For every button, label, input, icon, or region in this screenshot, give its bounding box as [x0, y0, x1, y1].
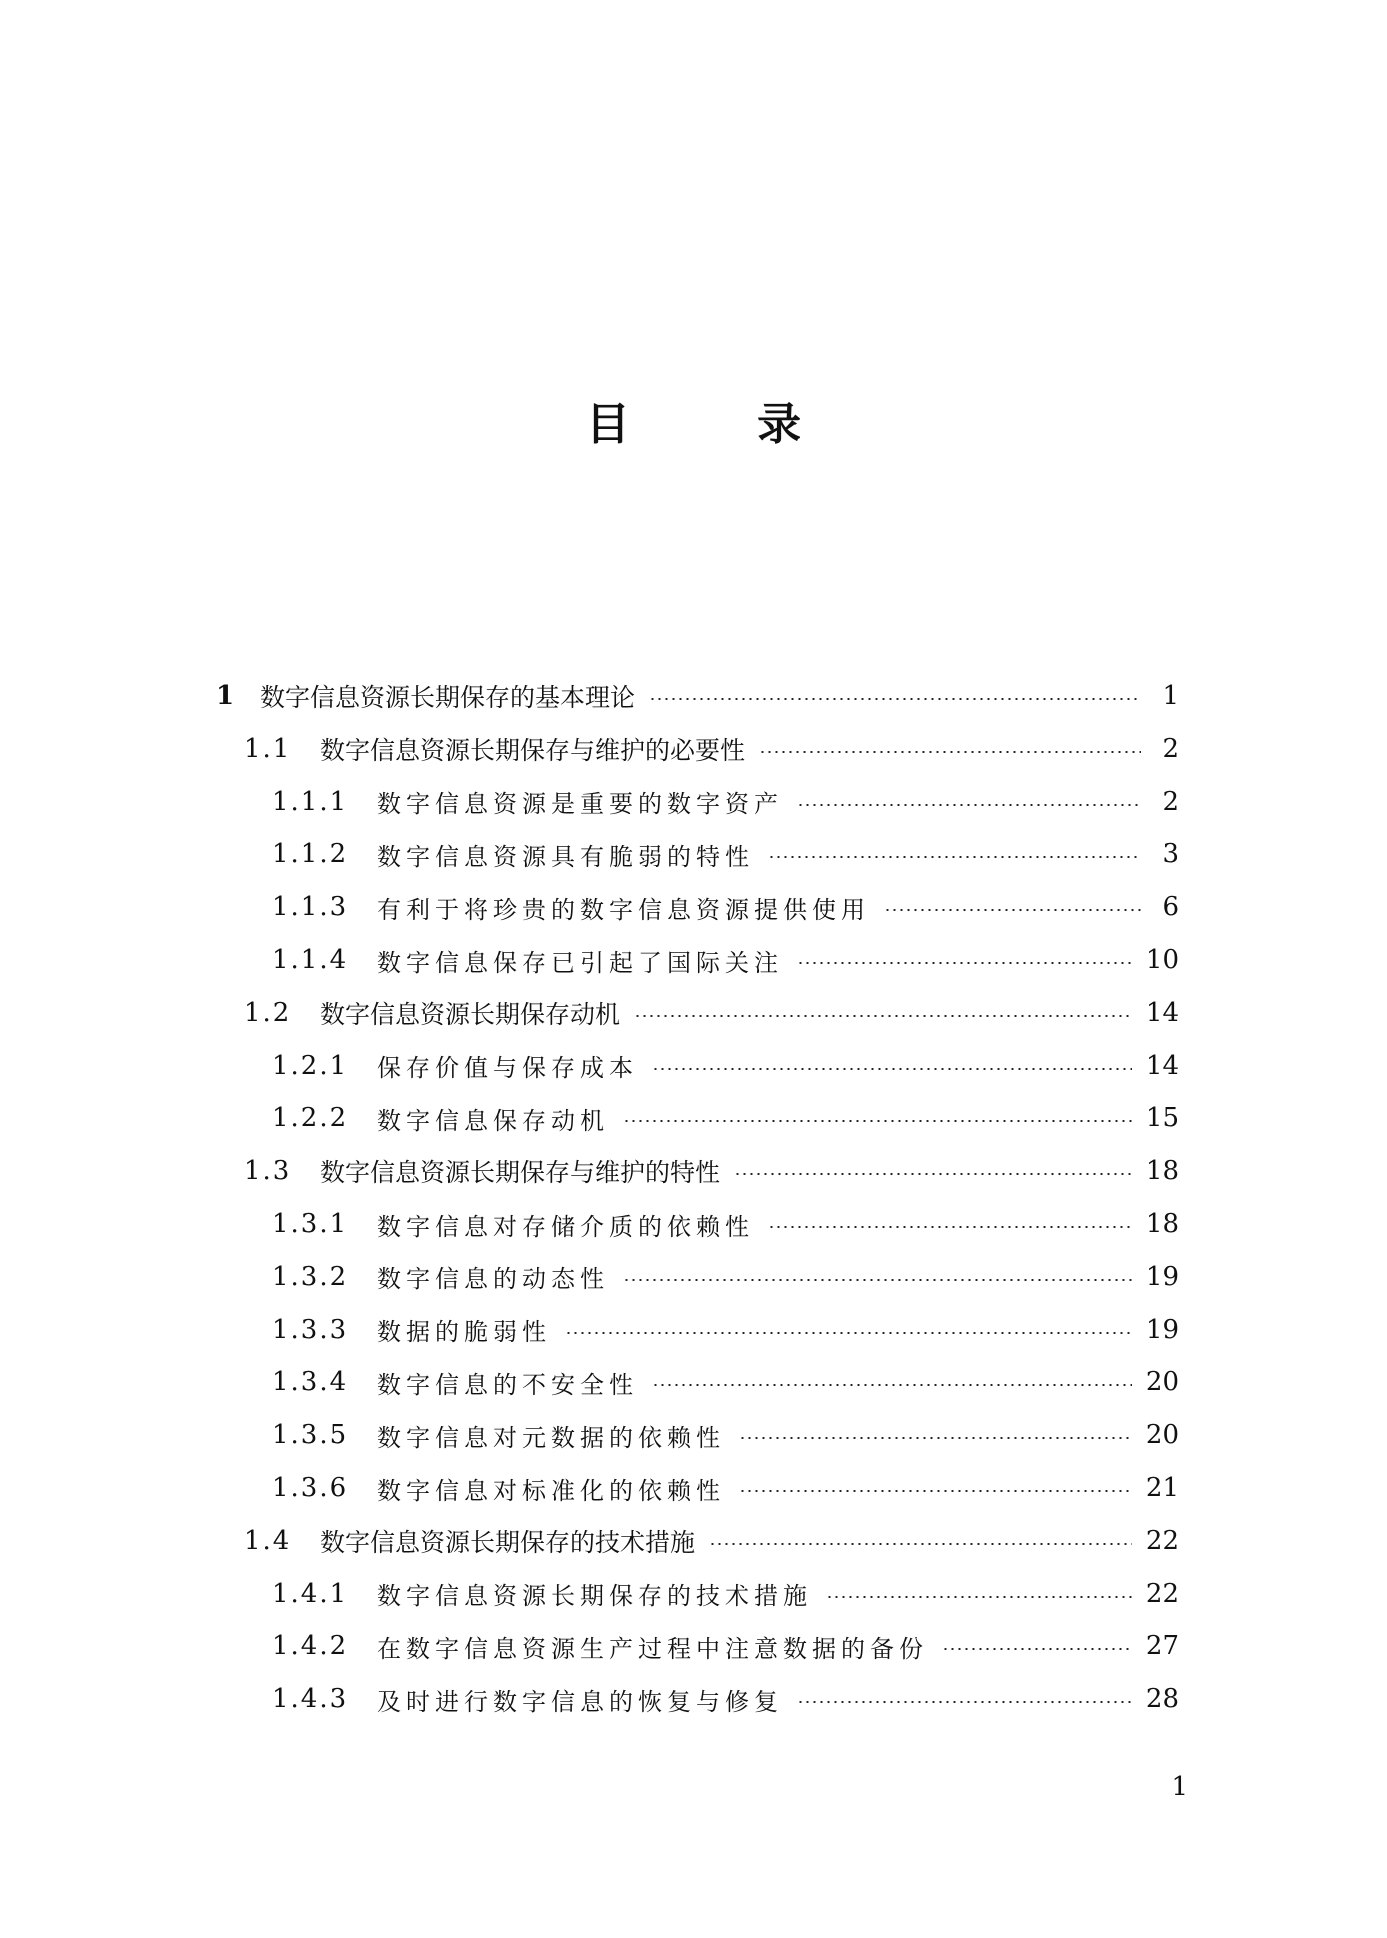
toc-entry-number: 1.1: [244, 733, 292, 764]
toc-entry-number: 1.1.1: [272, 786, 349, 817]
toc-entry[interactable]: [0, 1574, 1387, 1614]
toc-entry-page: 27: [1145, 1631, 1179, 1662]
dot-leader: [768, 856, 1141, 858]
toc-entry-page: 19: [1145, 1261, 1179, 1292]
toc-entry[interactable]: [0, 729, 1387, 769]
dot-leader: [884, 909, 1141, 911]
toc-entry[interactable]: [0, 1362, 1387, 1402]
toc-entry[interactable]: [0, 1679, 1387, 1719]
dot-leader: [797, 804, 1141, 806]
dot-leader: [634, 1015, 1132, 1017]
toc-entry-number: 1.3.1: [272, 1209, 349, 1239]
toc-entry-number: 1.2.1: [272, 1050, 349, 1081]
toc-entry-number: 1: [216, 681, 237, 711]
toc-entry-page: 14: [1145, 1050, 1179, 1081]
toc-entry[interactable]: [0, 993, 1387, 1033]
dot-leader: [623, 1279, 1132, 1281]
toc-entry-page: 10: [1145, 945, 1179, 975]
toc-entry-page: 1: [1162, 681, 1179, 711]
toc-entry-title: 数字信息资源长期保存的基本理论: [260, 683, 636, 712]
toc-entry-title: 数字信息资源长期保存的技术措施: [320, 1527, 696, 1557]
toc-entry-number: 1.4.1: [272, 1578, 349, 1609]
toc-entry-title: 数字信息的不安全性: [377, 1370, 638, 1399]
toc-entry[interactable]: [0, 1521, 1387, 1561]
toc-entry-number: 1.4.3: [272, 1684, 349, 1715]
toc-entry-number: 1.3: [244, 1156, 292, 1187]
dot-leader: [652, 1384, 1132, 1386]
toc-entry-title: 数字信息资源长期保存与维护的必要性: [320, 735, 746, 765]
toc-entry-title: 数字信息对存储介质的依赖性: [377, 1212, 754, 1241]
toc-entry-page: 20: [1145, 1367, 1179, 1398]
toc-entry-page: 14: [1145, 997, 1179, 1028]
dot-leader: [797, 962, 1132, 964]
toc-entry[interactable]: [0, 1098, 1387, 1138]
dot-leader: [649, 698, 1141, 700]
toc-entry-number: 1.4: [244, 1525, 292, 1556]
toc-entry-page: 2: [1162, 733, 1179, 764]
toc-entry[interactable]: [0, 1415, 1387, 1455]
toc-entry-title: 数字信息的动态性: [377, 1265, 609, 1294]
footer-page-number: 1: [1171, 1772, 1188, 1802]
toc-entry-page: 15: [1145, 1103, 1179, 1134]
dot-leader: [623, 1120, 1132, 1122]
dot-leader: [759, 751, 1141, 753]
toc-entry-title: 数字信息资源具有脆弱的特性: [377, 842, 754, 871]
toc-entry-title: 数字信息资源长期保存与维护的特性: [320, 1158, 721, 1188]
toc-entry[interactable]: [0, 940, 1387, 980]
dot-leader: [739, 1437, 1132, 1439]
toc-entry-number: 1.3.4: [272, 1367, 349, 1398]
dot-leader: [768, 1226, 1132, 1228]
toc-entry[interactable]: [0, 1204, 1387, 1244]
toc-entry-title: 数字信息资源是重要的数字资产: [377, 790, 783, 819]
toc-entry-title: 数字信息保存已引起了国际关注: [377, 948, 783, 977]
toc-entry-number: 1.2.2: [272, 1103, 349, 1134]
toc-entry-page: 19: [1145, 1314, 1179, 1345]
toc-entry[interactable]: [0, 676, 1387, 716]
toc-entry[interactable]: [0, 782, 1387, 822]
toc-entry-number: 1.1.2: [272, 839, 349, 870]
page-title: 目 录: [585, 399, 858, 450]
toc-entry-title: 数据的脆弱性: [377, 1318, 551, 1347]
toc-entry[interactable]: [0, 1151, 1387, 1191]
toc-entry-title: 及时进行数字信息的恢复与修复: [377, 1687, 783, 1716]
toc-entry-title: 在数字信息资源生产过程中注意数据的备份: [377, 1634, 928, 1663]
toc-entry-page: 20: [1145, 1420, 1179, 1451]
toc-entry-title: 数字信息对元数据的依赖性: [377, 1423, 725, 1452]
toc-entry-title: 有利于将珍贵的数字信息资源提供使用: [377, 895, 870, 924]
toc-entry-page: 22: [1145, 1578, 1179, 1609]
toc-entry-number: 1.2: [244, 997, 292, 1028]
toc-entry-page: 22: [1145, 1525, 1179, 1556]
toc-entry-number: 1.3.6: [272, 1473, 349, 1503]
toc-entry-page: 6: [1162, 892, 1179, 923]
dot-leader: [565, 1332, 1132, 1334]
toc-entry-page: 3: [1162, 839, 1179, 870]
dot-leader: [797, 1701, 1132, 1703]
toc-entry-number: 1.3.3: [272, 1314, 349, 1345]
toc-entry-number: 1.3.2: [272, 1261, 349, 1292]
toc-entry-page: 18: [1145, 1209, 1179, 1239]
toc-entry-title: 保存价值与保存成本: [377, 1054, 638, 1083]
toc-entry-page: 2: [1162, 786, 1179, 817]
toc-entry-page: 28: [1145, 1684, 1179, 1715]
dot-leader: [826, 1596, 1132, 1598]
toc-entry-page: 18: [1145, 1156, 1179, 1187]
toc-entry-number: 1.3.5: [272, 1420, 349, 1451]
toc-entry-number: 1.4.2: [272, 1631, 349, 1662]
toc-entry[interactable]: [0, 887, 1387, 927]
toc-entry[interactable]: [0, 1257, 1387, 1297]
toc-entry[interactable]: [0, 834, 1387, 874]
dot-leader: [942, 1648, 1132, 1650]
toc-entry-title: 数字信息对标准化的依赖性: [377, 1476, 725, 1505]
toc-entry-title: 数字信息资源长期保存动机: [320, 999, 621, 1029]
dot-leader: [709, 1543, 1132, 1545]
toc-entry[interactable]: [0, 1468, 1387, 1508]
toc-entry-title: 数字信息保存动机: [377, 1106, 609, 1135]
toc-entry-number: 1.1.4: [272, 945, 349, 975]
dot-leader: [734, 1173, 1132, 1175]
toc-entry[interactable]: [0, 1046, 1387, 1086]
toc-entry[interactable]: [0, 1310, 1387, 1350]
toc-entry-title: 数字信息资源长期保存的技术措施: [377, 1582, 812, 1611]
toc-entry-number: 1.1.3: [272, 892, 349, 923]
dot-leader: [739, 1490, 1132, 1492]
toc-entry-page: 21: [1145, 1473, 1179, 1503]
toc-entry[interactable]: [0, 1626, 1387, 1666]
dot-leader: [652, 1068, 1132, 1070]
